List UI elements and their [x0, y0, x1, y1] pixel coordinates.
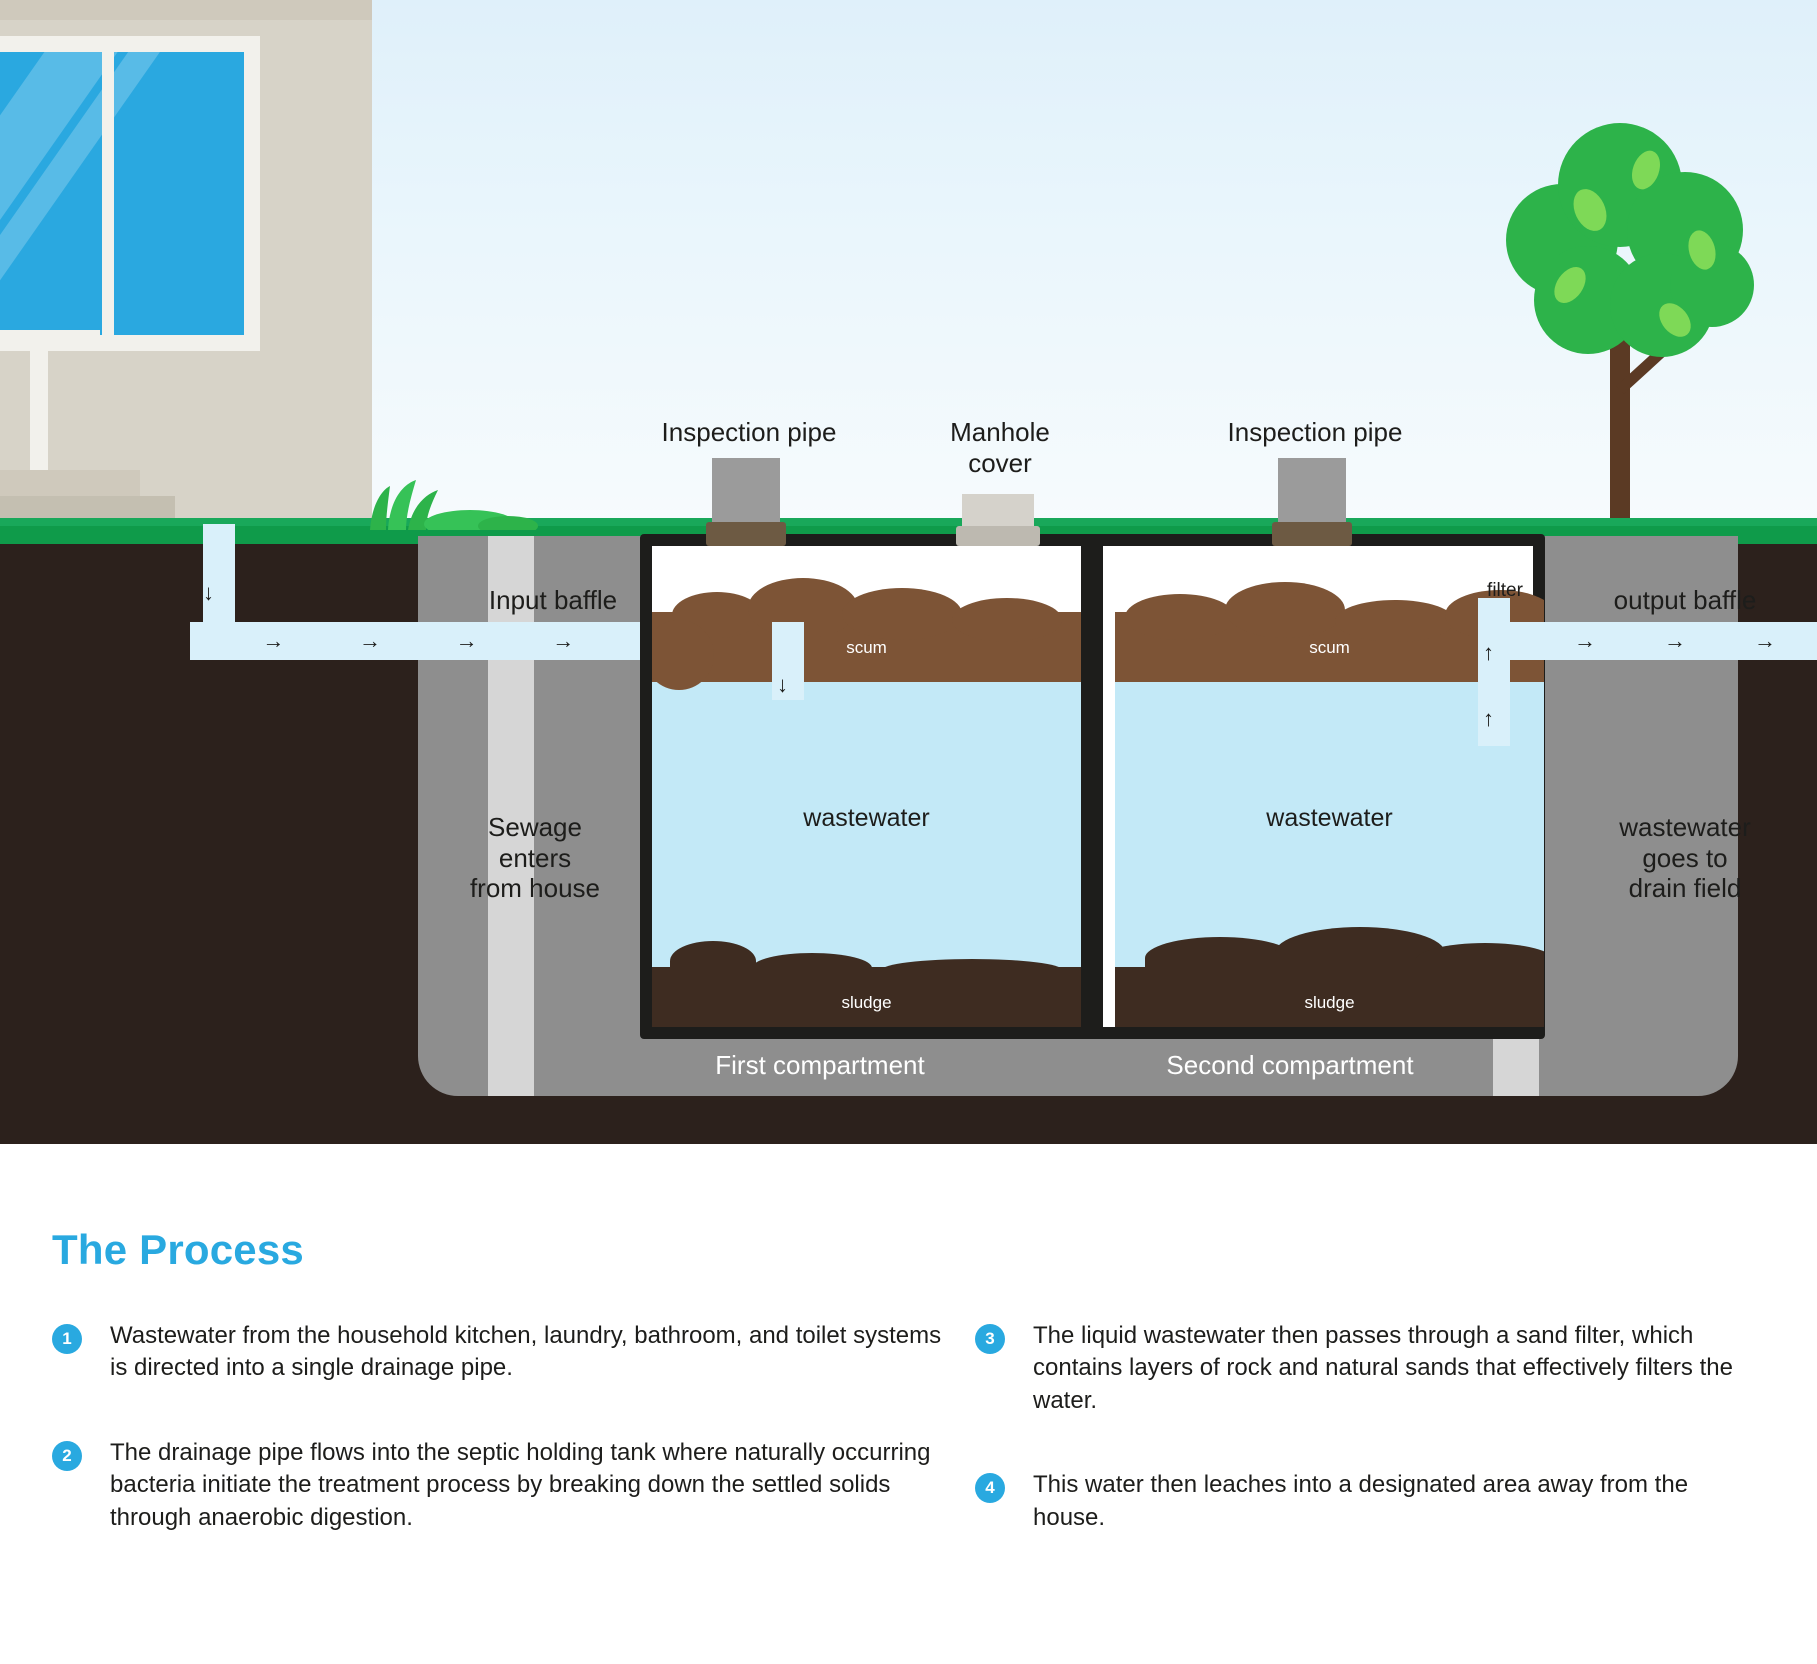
step-text: The liquid wastewater then passes through a sand filter, which contains layers of rock and natural sands that effectively filters the water. [1033, 1322, 1733, 1414]
sludge-label: sludge [1304, 993, 1355, 1012]
label-second-compartment: Second compartment [1166, 1050, 1414, 1080]
step-badge: 2 [52, 1441, 82, 1471]
drainfield-line-1: wastewater [1619, 812, 1751, 842]
scum-label: scum [846, 638, 887, 657]
step-text: The drainage pipe flows into the septic holding tank where naturally occurring bacteria initiate the treatment process by breaking down the settled solids through anaerobic digestion. [110, 1438, 931, 1531]
septic-tank [640, 534, 1545, 1039]
sewage-line-2: enters [498, 842, 572, 873]
drainfield-line-2: goes to [1642, 842, 1728, 873]
filter-label: filter [1487, 580, 1523, 601]
sewage-line-3: from house [469, 873, 601, 904]
label-output-baffle: output baffle [1613, 585, 1757, 615]
process-step [975, 1469, 1765, 1534]
process-step [52, 1437, 952, 1534]
scum-label: scum [1309, 638, 1350, 657]
step-text: This water then leaches into a designated area away from the house. [1033, 1471, 1689, 1531]
first-compartment [652, 546, 1081, 1027]
filter-arrow-up-icon-2: ↑ [1483, 706, 1494, 731]
wastewater-label: wastewater [803, 804, 930, 832]
label-inspection-pipe-right: Inspection pipe [1227, 417, 1403, 447]
sludge-label: sludge [841, 993, 892, 1012]
arrow-right-icon: → [1574, 628, 1596, 653]
grass-highlight [0, 518, 1817, 526]
inspection-pipe-left-riser [712, 458, 780, 534]
inspection-pipe-right-riser [1278, 458, 1346, 534]
sewage-line-1: Sewage [488, 812, 582, 842]
label-manhole-cover [905, 417, 1095, 478]
filter-arrow-up-icon: ↑ [1483, 640, 1494, 665]
tank-divider-wall [1081, 534, 1103, 1039]
process-section [0, 1144, 1817, 1664]
input-baffle-arrow-down-icon: ↓ [777, 672, 788, 697]
arrow-right-icon: → [262, 628, 285, 653]
label-sewage-enters [400, 812, 670, 904]
process-step [975, 1320, 1765, 1417]
label-input-baffle: Input baffle [488, 585, 618, 615]
tree-icon [1470, 90, 1770, 540]
arrow-right-icon: → [1664, 628, 1686, 653]
process-heading: The Process [52, 1226, 304, 1273]
window-mullion [102, 52, 114, 335]
label-manhole-cover-line2: cover [968, 447, 1032, 478]
house-step-upper [0, 470, 140, 496]
step-text: Wastewater from the household kitchen, laundry, bathroom, and toilet systems is directed into a single drainage pipe. [110, 1322, 942, 1382]
window-glass [0, 52, 244, 335]
arrow-right-icon: → [455, 628, 478, 653]
label-inspection-pipe-left: Inspection pipe [661, 417, 837, 447]
label-manhole-cover-line1: Manhole [950, 417, 1050, 447]
step-badge: 4 [975, 1473, 1005, 1503]
process-column-right [975, 1320, 1765, 1568]
shrub-icon [360, 480, 540, 530]
wastewater-label: wastewater [1266, 804, 1393, 832]
step-badge: 1 [52, 1324, 82, 1354]
inlet-arrow-down-icon: ↓ [203, 580, 214, 605]
label-wastewater-drain-field [1545, 812, 1817, 904]
porch-beam [0, 330, 100, 348]
outlet-arrow-row [1540, 622, 1810, 660]
drainfield-line-3: drain field [1628, 873, 1742, 904]
arrow-right-icon: → [552, 628, 575, 653]
step-badge: 3 [975, 1324, 1005, 1354]
manhole-cover-riser [962, 494, 1034, 536]
process-column-left [52, 1320, 952, 1568]
arrow-right-icon: → [1754, 628, 1776, 653]
label-first-compartment: First compartment [715, 1050, 925, 1080]
process-step [52, 1320, 952, 1385]
arrow-right-icon: → [358, 628, 381, 653]
house-wall-top-trim [0, 0, 372, 20]
porch-post [30, 330, 48, 490]
